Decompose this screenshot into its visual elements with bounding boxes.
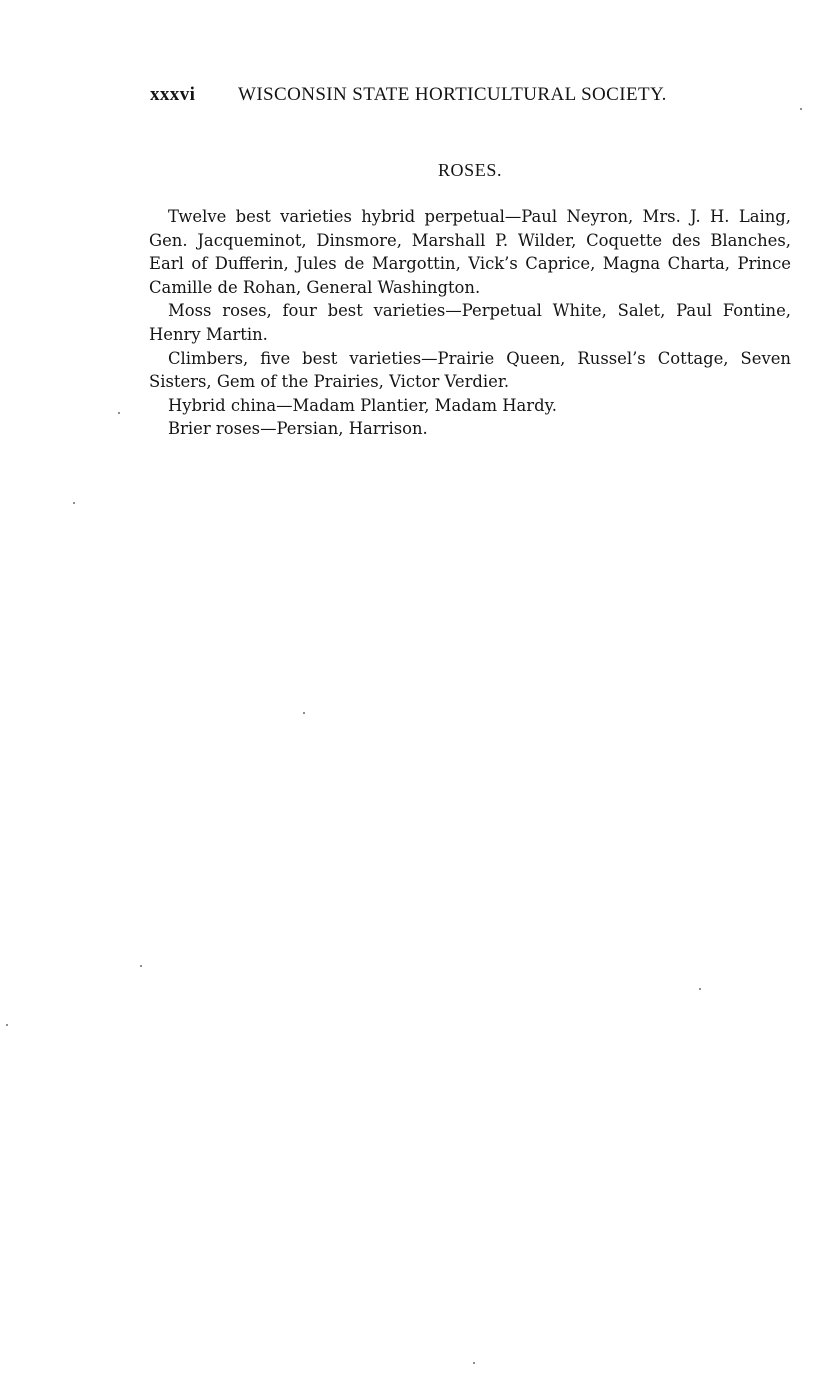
paragraph-brier-roses: Brier roses—Persian, Harrison. <box>168 419 428 439</box>
scan-speck <box>699 988 701 990</box>
scan-speck <box>140 965 142 967</box>
running-head <box>150 84 722 106</box>
scan-speck <box>303 712 305 714</box>
running-title: WISCONSIN STATE HORTICULTURAL SOCIETY. <box>238 84 667 105</box>
paragraph-climbers: Climbers, five best varieties—Prairie Queen, Russel’s Cottage, Seven Sisters, Gem of the Prairies, Victor Verdier. <box>149 348 791 392</box>
page-number: xxxvi <box>150 84 196 105</box>
scan-speck <box>73 502 75 504</box>
paragraph-moss-roses: Moss roses, four best varieties—Perpetual White, Salet, Paul Fontine, Henry Martin. <box>149 301 791 344</box>
paragraph-hybrid-perpetual: Twelve best varieties hybrid perpetual—Paul Neyron, Mrs. J. H. Laing, Gen. Jacqueminot, Dinsmore, Marshall P. Wilder, Coquette des Blanches, Earl of Dufferin, Jules de Margottin, Vick’s Caprice, Magna Charta, Prince Camille de Rohan, General Washington. <box>149 207 791 297</box>
paragraph-hybrid-china: Hybrid china—Madam Plantier, Madam Hardy. <box>168 395 557 415</box>
scan-speck <box>473 1362 475 1364</box>
scan-speck <box>6 1024 8 1026</box>
section-body <box>149 205 791 441</box>
scan-speck <box>118 412 120 414</box>
section-heading: ROSES. <box>437 160 503 180</box>
scan-speck <box>800 108 802 110</box>
